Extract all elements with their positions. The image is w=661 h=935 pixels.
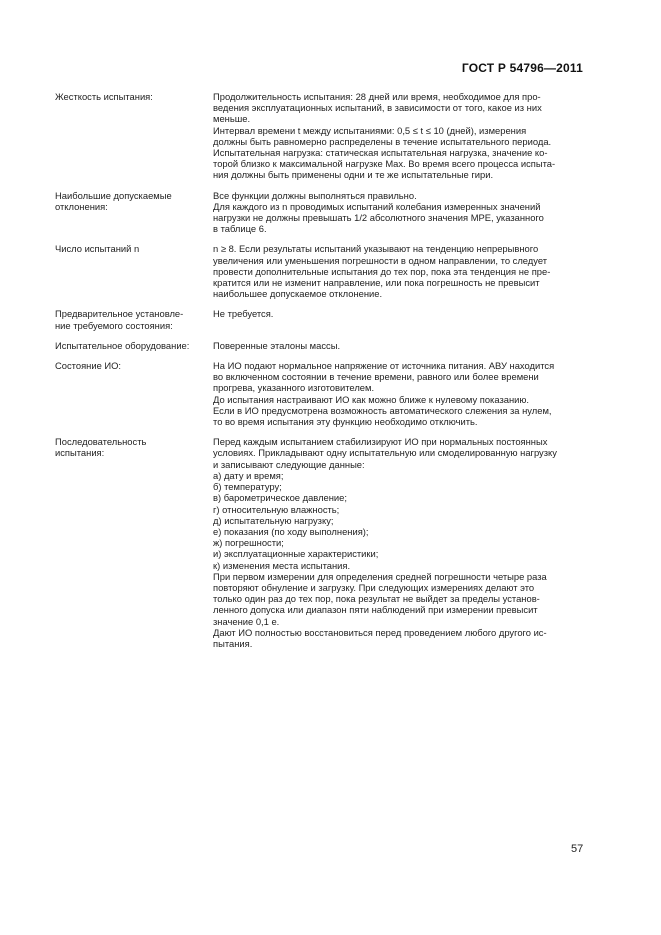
content-line: только один раз до тех пор, пока результат не выйдет за пределы установ-	[213, 593, 540, 605]
spec-row	[55, 243, 585, 299]
row-label	[55, 243, 213, 299]
label-line: Предварительное установле-	[55, 308, 184, 320]
label-line: отклонения:	[55, 200, 108, 212]
content-line: ведения эксплуатационных испытаний, в зависимости от того, какое из них	[213, 102, 542, 114]
row-content	[213, 91, 585, 181]
row-label	[55, 91, 213, 181]
content-line: е) показания (по ходу выполнения);	[213, 525, 369, 537]
content-line: На ИО подают нормальное напряжение от источника питания. АВУ находится	[213, 360, 555, 372]
spec-table	[55, 91, 585, 658]
content-line: увеличения или уменьшения погрешности в одном направлении, то следует	[213, 254, 548, 266]
spec-row	[55, 190, 585, 235]
content-line: Дают ИО полностью восстановиться перед проведением любого другого ис-	[213, 626, 547, 638]
label-line: Число испытаний n	[55, 243, 140, 255]
content-line: в таблице 6.	[213, 223, 267, 235]
content-line: кратится или не изменит направление, или пока погрешность не превысит	[213, 277, 540, 289]
spec-row	[55, 91, 585, 181]
content-line: Если в ИО предусмотрена возможность автоматического слежения за нулем,	[213, 404, 552, 416]
content-line: провести дополнительные испытания до тех пор, пока эта тенденция не пре-	[213, 265, 551, 277]
content-line: Поверенные эталоны массы.	[213, 339, 341, 351]
label-line: испытания:	[55, 447, 105, 459]
content-line: ж) погрешности;	[213, 537, 284, 549]
spec-row	[55, 360, 585, 427]
page-number: 57	[571, 843, 584, 855]
content-line: и) эксплуатационные характеристики;	[213, 548, 379, 560]
content-line: значение 0,1 e.	[213, 615, 280, 627]
spec-row	[55, 436, 585, 649]
label-line: Наибольшие допускаемые	[55, 189, 172, 201]
row-content	[213, 308, 585, 330]
content-line: во включенном состоянии в течение времени, равного или более времени	[213, 371, 539, 383]
content-line: n ≥ 8. Если результаты испытаний указывают на тенденцию непрерывного	[213, 243, 539, 255]
row-content	[213, 436, 585, 649]
row-content	[213, 340, 585, 351]
content-line: в) барометрическое давление;	[213, 492, 347, 504]
row-content	[213, 243, 585, 299]
content-line: Испытательная нагрузка: статическая испытательная нагрузка, значение ко-	[213, 147, 548, 159]
content-line: меньше.	[213, 113, 251, 125]
content-line: При первом измерении для определения средней погрешности четыре раза	[213, 570, 547, 582]
row-label	[55, 340, 213, 351]
content-line: и записывают следующие данные:	[213, 458, 365, 470]
content-line: Все функции должны выполняться правильно.	[213, 189, 417, 201]
row-content	[213, 190, 585, 235]
label-line: Жесткость испытания:	[55, 91, 153, 102]
label-line: Состояние ИО:	[55, 360, 122, 372]
content-line: повторяют обнуление и загрузку. При следующих измерениях делают это	[213, 581, 535, 593]
content-line: Перед каждым испытанием стабилизируют ИО при нормальных постоянных	[213, 436, 548, 448]
content-line: б) температуру;	[213, 481, 282, 493]
content-line: Продолжительность испытания: 28 дней или время, необходимое для про-	[213, 91, 541, 102]
label-line: Испытательное оборудование:	[55, 339, 190, 351]
content-line: должны быть равномерно распределены в течение испытательного периода.	[213, 135, 552, 147]
row-label	[55, 360, 213, 427]
row-content	[213, 360, 585, 427]
content-line: то во время испытания эту функцию необходимо отключить.	[213, 416, 478, 428]
content-line: До испытания настраивают ИО как можно ближе к нулевому показанию.	[213, 393, 530, 405]
content-line: нагрузки не должны превышать 1/2 абсолютного значения MPE, указанного	[213, 212, 544, 224]
label-line: ние требуемого состояния:	[55, 319, 173, 331]
row-label	[55, 308, 213, 330]
label-line: Последовательность	[55, 436, 147, 448]
content-line: Не требуется.	[213, 308, 274, 320]
content-line: к) изменения места испытания.	[213, 559, 351, 571]
spec-row	[55, 308, 585, 330]
content-line: Интервал времени t между испытаниями: 0,5 ≤ t ≤ 10 (дней), измерения	[213, 124, 527, 136]
content-line: наибольшее допускаемое отклонение.	[213, 288, 383, 300]
content-line: Для каждого из n проводимых испытаний колебания измеренных значений	[213, 200, 541, 212]
content-line: ленного допуска или диапазон пяти наблюдений при измерении превысит	[213, 604, 538, 616]
row-label	[55, 190, 213, 235]
content-line: а) дату и время;	[213, 469, 284, 481]
content-line: пытания.	[213, 637, 253, 649]
row-label	[55, 436, 213, 649]
spec-row	[55, 340, 585, 351]
content-line: г) относительную влажность;	[213, 503, 340, 515]
content-line: д) испытательную нагрузку;	[213, 514, 334, 526]
standard-header: ГОСТ Р 54796—2011	[461, 61, 583, 75]
content-line: условиях. Прикладывают одну испытательную или смоделированную нагрузку	[213, 447, 557, 459]
content-line: торой близко к максимальной нагрузке Max. Во время всего процесса испыта-	[213, 158, 556, 170]
content-line: прогрева, указанного изготовителем.	[213, 382, 375, 394]
content-line: ния должны быть применены одни и те же испытательные гири.	[213, 169, 494, 181]
